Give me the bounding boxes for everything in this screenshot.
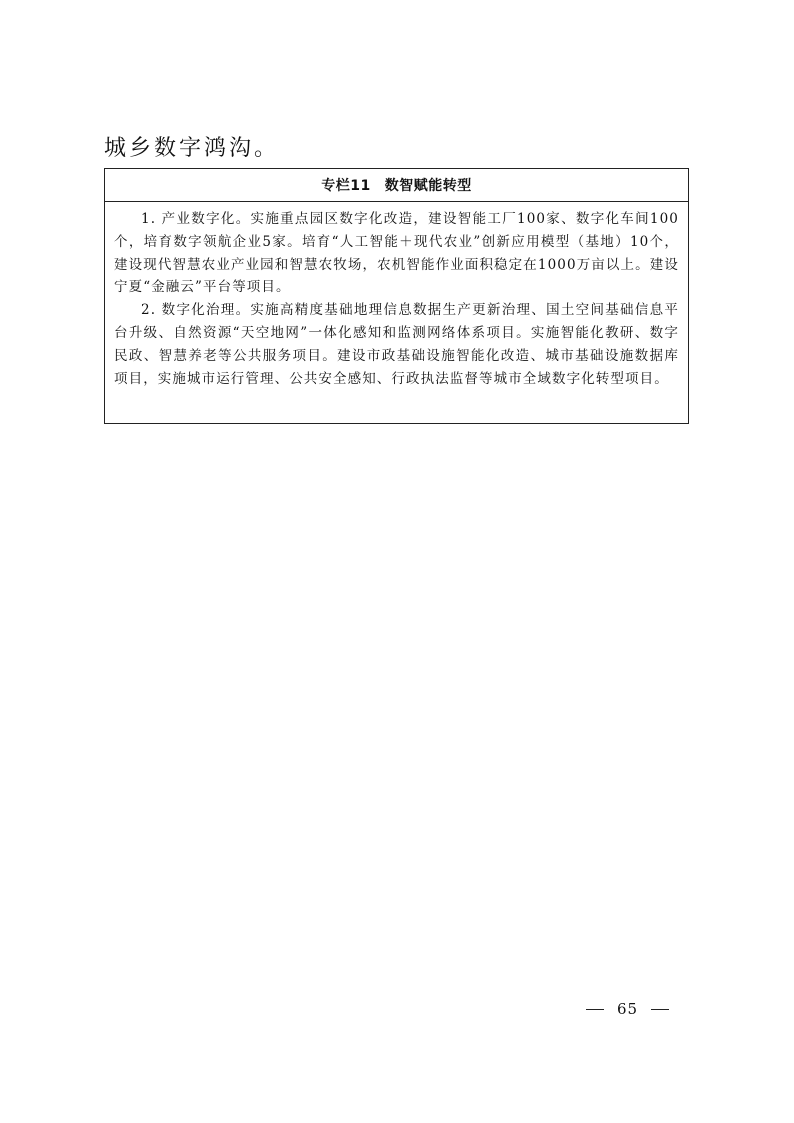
sidebar-label: 专栏11 <box>321 178 371 194</box>
page-number: 65 <box>617 1000 639 1018</box>
sidebar-title-row <box>105 169 688 202</box>
page-number-right-dash <box>651 1009 669 1010</box>
page-footer <box>586 1000 669 1018</box>
sidebar-paragraph-governance: 2. 数字化治理。实施高精度基础地理信息数据生产更新治理、国土空间基础信息平台升级、自然资源“天空地网”一体化感知和监测网络体系项目。实施智能化教研、数字民政、智慧养老等公共服务项目。建设市政基础设施智能化改造、城市基础设施数据库项目，实施城市运行管理、公共安全感知、行政执法监督等城市全域数字化转型项目。 <box>114 302 679 387</box>
sidebar-box <box>104 168 689 424</box>
sidebar-paragraph-industry: 1. 产业数字化。实施重点园区数字化改造，建设智能工厂100家、数字化车间100个，培育数字领航企业5家。培育“人工智能＋现代农业”创新应用模型（基地）10个，建设现代智慧农业产业园和智慧农牧场，农机智能作业面积稳定在1000万亩以上。建设宁夏“金融云”平台等项目。 <box>114 211 679 296</box>
page-number-left-dash <box>586 1009 604 1010</box>
sidebar-title: 数智赋能转型 <box>384 178 472 194</box>
lead-text: 城乡数字鸿沟。 <box>104 136 280 161</box>
sidebar-body <box>105 202 688 390</box>
